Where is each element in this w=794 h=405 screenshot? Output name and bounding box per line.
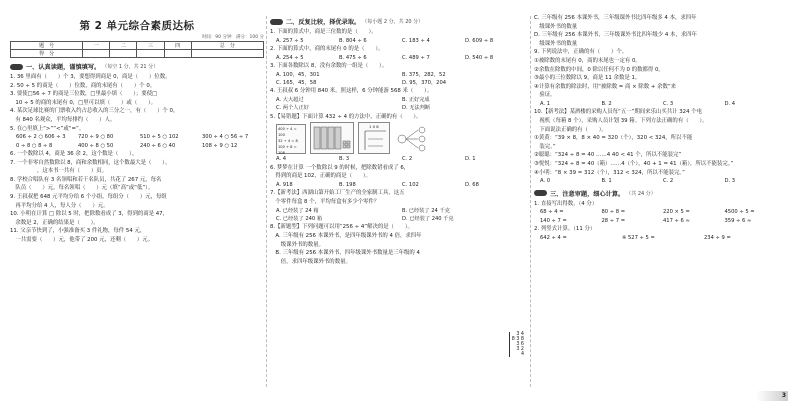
calc-item: 417 ÷ 6 ≈ [663, 217, 690, 224]
question-line: 7.【新考法】西湖山第开始工厂生产的全家制工具，这五 [270, 190, 405, 197]
option[interactable]: D. 609 ÷ 8 [465, 37, 494, 44]
options-row [270, 79, 528, 87]
question-line: 个零件每盒 8 个，平均每盒有多少个零件？ [270, 199, 380, 205]
calc-row [534, 234, 786, 243]
option[interactable]: B. 3 [339, 156, 350, 163]
question-line: 6. 梦梦在计算 一个数除以 9 的时候，把除数错看成了 6， [270, 164, 410, 171]
question-line: 10.【新考法】某酒楼的采购人员每“五一”期间来乐山买共计 324 个电 [534, 109, 703, 116]
score-header-cell: 四 [164, 42, 191, 50]
question-line: 得到的商是 102，正确的商是（ ）。 [270, 173, 371, 180]
question-line: 2. 50 ÷ 5 的商是（ ）位数，商的末尾有（ ）个 0。 [10, 82, 156, 89]
section-heading [10, 62, 264, 71]
option[interactable]: A. 1 [540, 100, 551, 107]
section-note: （每空 1 分，共 21 分） [102, 64, 159, 70]
question-line: 队员（ ）元，每名领唱（ ）元（填“高”或“低”）。 [10, 185, 154, 192]
method-figure-tree [394, 124, 434, 154]
question-line: 余数是 2，正确的结果是（ ）。 [10, 219, 99, 226]
option[interactable]: C. 2 [663, 178, 674, 185]
option[interactable]: B. 1 [601, 178, 612, 185]
question-line: 6. 一个数除以 4，商是 36 余 2，这个数是（ ）。 [10, 150, 138, 157]
section-title: 一、认真读题，谨慎填写。 [26, 64, 101, 71]
question-line: 1. 直接写出得数。（4 分） [534, 200, 598, 207]
score-header-cell: 总 分 [191, 42, 263, 50]
question-line: 5. 在○里填上“>”“<”或“=”。 [10, 125, 85, 132]
option[interactable]: C. 102 [402, 182, 419, 188]
score-blank-cell[interactable] [83, 50, 110, 58]
option[interactable]: B. 已经装了 24 千克 [402, 207, 450, 214]
option[interactable]: D. 无法判断 [402, 105, 431, 112]
long-division-figure [509, 332, 524, 357]
score-row-label: 得 分 [11, 50, 83, 58]
options-row [270, 215, 528, 223]
score-header-cell: 二 [110, 42, 137, 50]
section-marker [534, 190, 547, 196]
section-title: 二、反复比较，择优录取。 [286, 19, 361, 26]
question-line: 3. 下面各数除以 8，没有余数的一组是（ ）。 [270, 63, 388, 69]
option[interactable]: D. 95，370，204 [402, 80, 447, 86]
statement-line: ②聪聪：“324 ÷ 8 = 40 ……4 40 < 41 个，所以不能装完” [534, 152, 682, 159]
options-row [270, 155, 528, 163]
options-row [534, 177, 786, 185]
calc-item: ※ 527 ÷ 5 = [622, 234, 655, 241]
method-figure-vertical-division [358, 122, 390, 154]
page-title: 第 2 单元综合素质达标 [79, 20, 195, 32]
option[interactable]: A. 0 [540, 178, 551, 185]
option[interactable]: C. 183 ÷ 4 [402, 37, 430, 44]
option-line[interactable]: D. 三年级有 256 本课外书，三年级课外书比四年级少 4 本，求四年 [534, 32, 697, 39]
section-heading [534, 189, 786, 198]
base-ten-blocks-icon [311, 123, 353, 153]
section-note: （共 24 分） [626, 190, 656, 197]
option-line: 级课外书的数量。 [270, 241, 324, 248]
option[interactable]: A. 4 [276, 156, 287, 163]
question-line: 一共需要（ ）元，他带了 200 元，还剩（ ）元。 [10, 236, 154, 243]
equation-line: 32 ÷ 4 = 8 [278, 139, 298, 144]
calc-item: 642 ÷ 4 = [540, 234, 567, 241]
option[interactable]: D. 4 [724, 100, 736, 107]
option[interactable]: A. 257 ÷ 5 [276, 37, 304, 44]
option[interactable]: D. 68 [465, 182, 479, 188]
statement-line: ④小明：“8 × 39 = 312（个），312 < 324，所以不能装完。” [534, 169, 685, 176]
question-line: 1. 36 里面有（ ）个 3，要想得到商是 0，商是（ ）位数。 [10, 74, 171, 80]
compare-item: 720 ÷ 9 ○ 80 [78, 134, 114, 141]
question-line: 7. 一个非零自然数除以 8，商和余数相同，这个数最大是（ ）。 [10, 159, 171, 166]
score-blank-cell[interactable] [110, 50, 137, 58]
column-divider [266, 16, 267, 387]
options-row [534, 100, 786, 108]
option[interactable]: C. 3 [663, 100, 674, 107]
compare-row [10, 142, 264, 150]
option[interactable]: C. 已经装了 240 箱 [276, 216, 323, 222]
method-figures [276, 122, 528, 154]
statement-line: ④计算有余数的除法时，用“被除数 = 商 × 除数 + 余数”来 [534, 83, 677, 90]
calc-item: 220 × 5 = [663, 209, 690, 216]
score-blank-cell[interactable] [191, 50, 263, 58]
division-step: 3 2 [516, 347, 524, 352]
option-line[interactable]: A. 三年级有 256 本课外书，是四年级课外书的 4 倍，求四年 [270, 233, 422, 239]
section-marker [270, 19, 283, 25]
question-line: 10 ÷ 5 的商的末尾有 0，□里可以填（ ）或（ ）。 [10, 99, 157, 106]
question-line: 2. 列竖式计算。（11 分） [534, 225, 596, 232]
question-line: ，这本书一共有（ ）页。 [10, 168, 108, 175]
options-row [270, 37, 528, 45]
compare-item: 240 ÷ 6 ○ 40 [140, 142, 176, 149]
question-line: 11. 父亲节快到了，小强准备买 3 件礼物，每件 54 元， [10, 228, 146, 235]
compare-item: 0 ÷ 8 ○ 8 ÷ 8 [16, 142, 53, 149]
time-score-info: 时间：90 分钟 满分：100 分 [201, 35, 264, 40]
quotient-text: 1 0 8 [369, 124, 379, 130]
calc-item: 140 ÷ 7 = [540, 217, 567, 224]
equation-line: 100 + 8 = 108 [278, 145, 297, 156]
score-table [10, 41, 264, 58]
options-row [270, 181, 528, 189]
question-line: 视机（每箱 8 个），采购人员计划 39 箱。下列方法正确的有（ ）。 [534, 117, 708, 124]
calc-item: 68 ÷ 4 = [540, 209, 564, 216]
option[interactable]: B. 475 ÷ 6 [339, 54, 367, 61]
statement-line: ①被除数的末尾有 0，商的末尾也一定有 0。 [534, 57, 641, 64]
compare-item: 606 ÷ 2 ○ 606 ÷ 3 [16, 134, 66, 141]
option[interactable]: A. 100，45，301 [276, 71, 320, 78]
calc-row [534, 208, 786, 216]
score-header-cell: 三 [137, 42, 164, 50]
method-figure-equations [276, 124, 306, 154]
calc-item: 4500 ÷ 5 = [724, 209, 755, 216]
option[interactable]: A. 大大超过 [276, 97, 304, 103]
option[interactable]: D. 1 [465, 156, 476, 163]
question-line: 4. 某次足球比赛的门票收入约占总收入的三分之一，有（ ）个 0， [10, 108, 179, 115]
equation-line: 400 ÷ 4 = 100 [278, 127, 297, 138]
question-line: 10. 小明在计算 □ 除以 5 时，把除数看成了 3，得到的商是 47， [10, 211, 168, 218]
section-title: 三、注意审题，细心计算。 [550, 190, 625, 198]
method-figure-blocks [310, 122, 354, 154]
division-step: 3 4 [516, 332, 524, 337]
option[interactable]: C. 165，45，58 [276, 80, 317, 86]
question-line: 再平均分给 4 人，每人分（ ）元。 [10, 202, 109, 209]
option-line: 级课外书的数量 [534, 40, 578, 47]
calc-item: 28 ÷ 7 = [601, 217, 626, 224]
option[interactable]: D. 已经装了 240 千克 [402, 216, 454, 222]
section-note: （每小题 2 分，共 20 分） [362, 19, 424, 25]
statement-line: ②余数在除数的中间，0 除以任何不为 0 的数都得 0。 [534, 66, 664, 73]
section-marker [10, 64, 23, 70]
options-row [270, 207, 528, 215]
compare-item: 300 ÷ 4 ○ 56 ÷ 7 [202, 134, 249, 141]
statement-line: ③最小的三位数除以 9，商是 11 余数是 1。 [534, 75, 641, 82]
question-line: 4. 王叔叔 6 分钟用 840 米，照这样，6 分钟能游 568 米（ ）。 [270, 88, 433, 95]
option[interactable]: C. 两个人正好 [276, 105, 309, 112]
option[interactable]: D. 540 ÷ 8 [465, 54, 494, 61]
option[interactable]: B. 804 ÷ 6 [339, 37, 367, 44]
calc-item: 80 ÷ 8 = [601, 209, 626, 216]
statement-line: ①黄黄：“39 × 8，8 × 40 = 320（个），320 < 324，所以不能 [534, 135, 693, 142]
options-row [270, 54, 528, 62]
column-left [10, 14, 264, 397]
option[interactable]: C. 2 [402, 156, 413, 163]
question-line: 2. 下面的算式中，商的末尾有 0 的是（ ）。 [270, 46, 384, 52]
option[interactable]: B. 375，282，52 [402, 71, 446, 78]
question-line: 8.【新题型】下列问题可以用“256 ÷ 4”解决的是（ ）。 [270, 224, 413, 231]
compare-item: 108 ÷ 9 ○ 12 [202, 142, 238, 149]
question-line: 1. 下面的算式中，商是三位数的是（ ）。 [270, 29, 377, 35]
option[interactable]: B. 198 [339, 182, 356, 188]
option[interactable]: A. 已经装了 24 箱 [276, 207, 319, 214]
option[interactable]: B. 正好完成 [402, 97, 430, 103]
section-heading [270, 17, 528, 26]
options-row [270, 96, 528, 104]
options-row [270, 71, 528, 79]
options-row [270, 104, 528, 112]
question-line: 下面说法正确的有（ ）。 [534, 126, 607, 133]
option[interactable]: A. 918 [276, 182, 293, 188]
column-right [534, 14, 786, 397]
compare-item: 400 ÷ 8 ○ 50 [78, 142, 114, 149]
calc-item: 359 ÷ 6 ≈ [724, 217, 752, 224]
statement-line: 装完。” [534, 143, 556, 150]
question-line: 3. 要使□56 ÷ 7 的商是三位数，□里最小填（ ）；要使□ [10, 91, 158, 98]
division-step: 3 6 [516, 342, 524, 347]
option-line: 倍，求四年级课外书的数量。 [270, 258, 351, 265]
option-line[interactable]: C. 三年级有 256 本课外书，三年级课外书比四年级多 4 本，求四年 [534, 15, 697, 21]
statement-line: ③悦悦：“324 ÷ 8 = 40（箱）……4（个），40 + 1 = 41（箱），所以不能装完。” [534, 160, 734, 167]
division-step: 8 3 8 [511, 337, 524, 342]
score-blank-cell[interactable] [137, 50, 164, 58]
statement-line: 验证。 [534, 92, 556, 99]
column-divider [530, 16, 531, 387]
question-line: 有 840 名观众，平均每排约（ ）人。 [10, 116, 116, 123]
compare-row [10, 133, 264, 141]
option[interactable]: A. 254 ÷ 5 [276, 54, 304, 61]
score-blank-cell[interactable] [164, 50, 191, 58]
split-tree-icon [394, 124, 434, 154]
option-line[interactable]: B. 三年级有 256 本课外书，四年级课外书数量是三年级的 4 [270, 250, 420, 257]
question-line: 9. 下列说法中，正确的有（ ）个。 [534, 49, 628, 56]
division-step: 4 [520, 352, 524, 357]
column-middle [270, 14, 528, 397]
question-line: 5.【易错题】下面计算 432 ÷ 4 的方法中，正确的有（ ）。 [270, 113, 422, 120]
compare-item: 510 ÷ 5 ○ 102 [140, 134, 179, 141]
option[interactable]: D. 3 [724, 178, 736, 185]
question-line: 9. 王叔叔把 648 元平均分给 6 个小组，每组分（ ）元，每组 [10, 193, 167, 200]
option-line: 级课外书的数量 [534, 23, 578, 30]
score-header-cell: 一 [83, 42, 110, 50]
option[interactable]: C. 489 ÷ 7 [402, 54, 430, 61]
score-header-cell: 题 号 [11, 42, 83, 50]
page-number: 3 [756, 391, 788, 401]
calc-item: 234 ÷ 9 = [704, 234, 731, 241]
question-line: 8. 学校合唱队有 3 名领唱和若干名队员，共花了 267 元，每名 [10, 176, 162, 183]
option[interactable]: B. 2 [601, 100, 612, 107]
calc-row [534, 217, 786, 225]
